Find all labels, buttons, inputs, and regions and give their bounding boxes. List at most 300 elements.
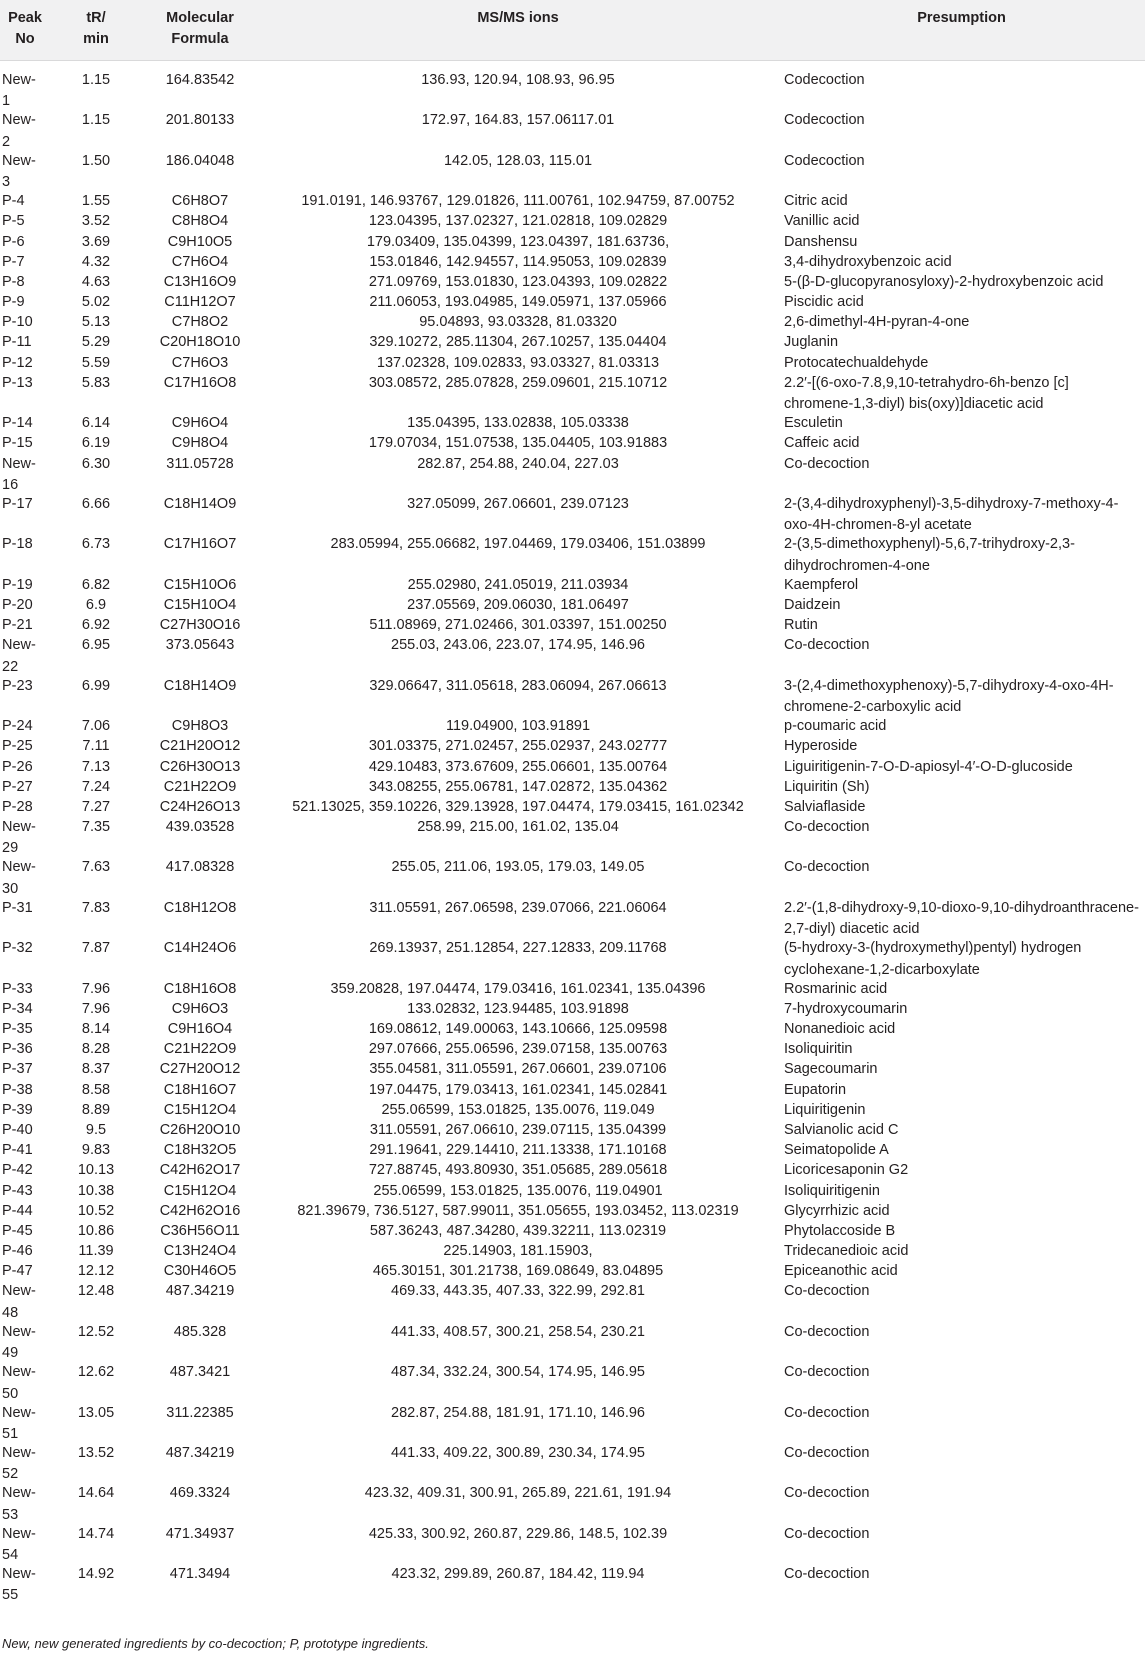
presumption-cell: Co-decoction (784, 1566, 870, 1583)
ms-ions-cell: 153.01846, 142.94557, 114.95053, 109.02839 (369, 253, 667, 270)
retention-time-cell: 12.52 (77, 1323, 115, 1340)
presumption-cell: Esculetin (784, 415, 843, 432)
molecular-formula-cell: C21H20O12 (159, 738, 241, 755)
table-row (0, 292, 1145, 312)
ms-ions-cell: 255.06599, 153.01825, 135.0076, 119.04901 (373, 1182, 663, 1199)
retention-time-cell: 6.92 (81, 617, 111, 634)
molecular-formula-cell: C11H12O7 (164, 294, 236, 311)
molecular-formula-cell: C9H10O5 (167, 233, 233, 250)
table-row (0, 211, 1145, 231)
table-row (0, 252, 1145, 272)
ms-ions-cell: 327.05099, 267.06601, 239.07123 (407, 496, 629, 513)
ms-ions-cell: 179.07034, 151.07538, 135.04405, 103.91883 (368, 435, 668, 452)
presumption-cell: Nonanedioic acid (784, 1021, 896, 1038)
retention-time-cell: 14.74 (77, 1525, 115, 1542)
ms-ions-cell: 197.04475, 179.03413, 161.02341, 145.02841 (368, 1081, 668, 1098)
header-molecular-formula: Molecular Formula (166, 10, 234, 47)
table-row (0, 272, 1145, 292)
molecular-formula-cell: C15H10O4 (163, 596, 237, 613)
retention-time-cell: 10.38 (77, 1182, 115, 1199)
retention-time-cell: 6.66 (81, 496, 111, 513)
retention-time-cell: 4.63 (81, 273, 111, 290)
molecular-formula-cell: C18H12O8 (163, 899, 237, 916)
ms-ions-cell: 119.04900, 103.91891 (445, 718, 591, 735)
table-row (0, 413, 1145, 433)
table-row (0, 1100, 1145, 1120)
peak-no-cell: P-45 (2, 1222, 33, 1239)
ms-ions-cell: 511.08969, 271.02466, 301.03397, 151.00250 (369, 617, 667, 634)
ms-ions-cell: 255.03, 243.06, 223.07, 174.95, 146.96 (391, 637, 645, 654)
retention-time-cell: 8.89 (81, 1101, 111, 1118)
table-row (0, 797, 1145, 817)
table-row (0, 857, 1145, 897)
molecular-formula-cell: C27H20O12 (159, 1061, 241, 1078)
peak-no-cell: New-51 (2, 1404, 36, 1442)
retention-time-cell: 3.52 (81, 213, 111, 230)
peak-no-cell: P-4 (2, 193, 25, 210)
molecular-formula-cell: C26H30O13 (159, 758, 241, 775)
table-row (0, 635, 1145, 675)
presumption-cell: Rosmarinic acid (784, 980, 888, 997)
presumption-cell: Daidzein (784, 596, 841, 613)
ms-ions-cell: 297.07666, 255.06596, 239.07158, 135.00763 (368, 1041, 668, 1058)
peak-no-cell: P-20 (2, 596, 33, 613)
table-row (0, 494, 1145, 534)
peak-no-cell: P-24 (2, 718, 33, 735)
molecular-formula-cell: C15H12O4 (163, 1101, 237, 1118)
molecular-formula-cell: 186.04048 (165, 152, 235, 169)
molecular-formula-cell: C18H16O7 (163, 1081, 237, 1098)
table-row (0, 373, 1145, 413)
presumption-cell: Co-decoction (784, 1485, 870, 1502)
table-row (0, 1362, 1145, 1402)
header-peak-no: Peak No (8, 10, 42, 47)
table-row (0, 1322, 1145, 1362)
molecular-formula-cell: C21H22O9 (163, 1041, 237, 1058)
ms-ions-cell: 301.03375, 271.02457, 255.02937, 243.02777 (368, 738, 668, 755)
presumption-cell: 7-hydroxycoumarin (784, 1000, 908, 1017)
ms-ions-cell: 271.09769, 153.01830, 123.04393, 109.02822 (368, 273, 668, 290)
molecular-formula-cell: C17H16O8 (163, 374, 237, 391)
molecular-formula-cell: C13H16O9 (163, 273, 237, 290)
presumption-cell: (5-hydroxy-3-(hydroxymethyl)pentyl) hydrogen cyclohexane-1,2-dicarboxylate (784, 940, 1082, 978)
presumption-cell: p-coumaric acid (784, 718, 887, 735)
header-tr-min: tR/ min (83, 10, 109, 47)
presumption-cell: Co-decoction (784, 1364, 870, 1381)
peak-no-cell: P-37 (2, 1061, 33, 1078)
table-row (0, 1281, 1145, 1321)
table-row (0, 353, 1145, 373)
presumption-cell: Salviaflaside (784, 798, 866, 815)
ms-ions-cell: 133.02832, 123.94485, 103.91898 (407, 1000, 629, 1017)
molecular-formula-cell: 485.328 (173, 1323, 227, 1340)
molecular-formula-cell: C9H6O4 (171, 415, 229, 432)
table-row (0, 757, 1145, 777)
presumption-cell: Isoliquiritin (784, 1041, 853, 1058)
table-row (0, 1524, 1145, 1564)
presumption-cell: Protocatechualdehyde (784, 354, 929, 371)
peak-no-cell: New-50 (2, 1364, 36, 1402)
peak-no-cell: P-19 (2, 576, 33, 593)
molecular-formula-cell: C18H14O9 (163, 677, 237, 694)
molecular-formula-cell: C26H20O10 (159, 1121, 241, 1138)
retention-time-cell: 9.5 (85, 1121, 107, 1138)
ms-ions-cell: 269.13937, 251.12854, 227.12833, 209.11768 (369, 940, 667, 957)
peak-no-cell: New-48 (2, 1283, 36, 1321)
ms-ions-cell: 225.14903, 181.15903, (443, 1243, 593, 1260)
molecular-formula-cell: C7H8O2 (171, 314, 229, 331)
molecular-formula-cell: C42H62O16 (159, 1202, 241, 1219)
molecular-formula-cell: 487.3421 (169, 1364, 231, 1381)
ms-ions-cell: 142.05, 128.03, 115.01 (443, 152, 593, 169)
peak-no-cell: New-16 (2, 455, 36, 493)
presumption-cell: 2.2′-(1,8-dihydroxy-9,10-dioxo-9,10-dihydroanthracene-2,7-diyl) diacetic acid (784, 899, 1139, 938)
retention-time-cell: 6.9 (85, 596, 107, 613)
ms-ions-cell: 587.36243, 487.34280, 439.32211, 113.02319 (369, 1222, 667, 1239)
peak-no-cell: P-38 (2, 1081, 33, 1098)
molecular-formula-cell: C20H18O10 (159, 334, 241, 351)
peak-no-cell: P-21 (2, 617, 33, 634)
ms-ions-cell: 441.33, 408.57, 300.21, 258.54, 230.21 (391, 1323, 645, 1340)
retention-time-cell: 10.13 (77, 1162, 115, 1179)
molecular-formula-cell: C9H16O4 (167, 1021, 233, 1038)
peak-no-cell: P-7 (2, 253, 25, 270)
table-row (0, 433, 1145, 453)
retention-time-cell: 6.19 (81, 435, 111, 452)
ms-ions-cell: 255.02980, 241.05019, 211.03934 (407, 576, 629, 593)
presumption-cell: 3,4-dihydroxybenzoic acid (784, 253, 952, 270)
presumption-cell: Eupatorin (784, 1081, 847, 1098)
table-row (0, 999, 1145, 1019)
ms-ions-cell: 343.08255, 255.06781, 147.02872, 135.04362 (368, 778, 668, 795)
table-row (0, 716, 1145, 736)
presumption-cell: Hyperoside (784, 738, 858, 755)
ms-ions-cell: 329.10272, 285.11304, 267.10257, 135.04404 (369, 334, 667, 351)
ms-ions-cell: 355.04581, 311.05591, 267.06601, 239.07106 (369, 1061, 667, 1078)
peak-no-cell: P-25 (2, 738, 33, 755)
table-row (0, 1261, 1145, 1281)
retention-time-cell: 12.62 (77, 1364, 115, 1381)
retention-time-cell: 7.13 (81, 758, 111, 775)
table-header (0, 0, 1145, 61)
molecular-formula-cell: C18H16O8 (163, 980, 237, 997)
peak-no-cell: P-41 (2, 1142, 33, 1159)
peak-no-cell: P-5 (2, 213, 25, 230)
table-row (0, 151, 1145, 191)
table-footnote: New, new generated ingredients by co-decoction; P, prototype ingredients. (2, 1636, 429, 1651)
table-row (0, 191, 1145, 211)
presumption-cell: Co-decoction (784, 1404, 870, 1421)
peak-no-cell: P-31 (2, 899, 33, 916)
molecular-formula-cell: C30H46O5 (163, 1263, 237, 1280)
peak-no-cell: P-23 (2, 677, 33, 694)
retention-time-cell: 6.95 (81, 637, 111, 654)
presumption-cell: Co-decoction (784, 1283, 870, 1300)
retention-time-cell: 1.15 (81, 112, 111, 129)
molecular-formula-cell: C36H56O11 (160, 1222, 240, 1239)
table-row (0, 1483, 1145, 1523)
presumption-cell: Co-decoction (784, 1525, 870, 1542)
table-row (0, 232, 1145, 252)
presumption-cell: Phytolaccoside B (784, 1222, 896, 1239)
peak-no-cell: P-17 (2, 496, 33, 513)
peak-no-cell: New-22 (2, 637, 36, 675)
table-row (0, 1443, 1145, 1483)
molecular-formula-cell: 439.03528 (165, 819, 235, 836)
ms-ions-cell: 465.30151, 301.21738, 169.08649, 83.04895 (372, 1263, 664, 1280)
presumption-cell: Juglanin (784, 334, 839, 351)
table-row (0, 1403, 1145, 1443)
table-row (0, 1181, 1145, 1201)
retention-time-cell: 6.14 (81, 415, 111, 432)
table-row (0, 1120, 1145, 1140)
header-presumption: Presumption (917, 10, 1006, 26)
ms-ions-cell: 282.87, 254.88, 240.04, 227.03 (417, 455, 619, 472)
peak-no-cell: P-32 (2, 940, 33, 957)
molecular-formula-cell: C18H32O5 (163, 1142, 237, 1159)
molecular-formula-cell: C27H30O16 (159, 617, 241, 634)
retention-time-cell: 12.48 (77, 1283, 115, 1300)
retention-time-cell: 5.29 (81, 334, 111, 351)
table-row (0, 777, 1145, 797)
table-row (0, 312, 1145, 332)
presumption-cell: Danshensu (784, 233, 858, 250)
retention-time-cell: 8.37 (81, 1061, 111, 1078)
table-row (0, 575, 1145, 595)
peak-no-cell: P-43 (2, 1182, 33, 1199)
ms-ions-cell: 303.08572, 285.07828, 259.09601, 215.10712 (368, 374, 668, 391)
peak-no-cell: New-55 (2, 1566, 36, 1604)
peak-no-cell: New-49 (2, 1323, 36, 1362)
table-row (0, 1059, 1145, 1079)
molecular-formula-cell: C13H24O4 (163, 1243, 237, 1260)
peak-no-cell: New-53 (2, 1485, 36, 1523)
ms-ions-cell: 429.10483, 373.67609, 255.06601, 135.00764 (368, 758, 668, 775)
retention-time-cell: 1.55 (81, 193, 111, 210)
molecular-formula-cell: C7H6O4 (171, 253, 229, 270)
peak-no-cell: New-54 (2, 1525, 36, 1564)
molecular-formula-cell: C7H6O3 (171, 354, 229, 371)
table-row (0, 110, 1145, 150)
presumption-cell: 2,6-dimethyl-4H-pyran-4-one (784, 314, 970, 331)
ms-ions-cell: 487.34, 332.24, 300.54, 174.95, 146.95 (391, 1364, 645, 1381)
presumption-cell: Liquiritin (Sh) (784, 778, 870, 795)
table-row (0, 736, 1145, 756)
table-row (0, 534, 1145, 574)
retention-time-cell: 5.59 (81, 354, 111, 371)
presumption-cell: Kaempferol (784, 576, 859, 593)
retention-time-cell: 12.12 (77, 1263, 115, 1280)
ms-ions-cell: 123.04395, 137.02327, 121.02818, 109.02829 (368, 213, 668, 230)
peak-no-cell: New-1 (2, 72, 36, 110)
table-row (0, 1241, 1145, 1261)
ms-ions-cell: 727.88745, 493.80930, 351.05685, 289.05618 (368, 1162, 668, 1179)
presumption-cell: Seimatopolide A (784, 1142, 889, 1159)
peak-no-cell: P-47 (2, 1263, 33, 1280)
molecular-formula-cell: C42H62O17 (159, 1162, 241, 1179)
header-ms-ions: MS/MS ions (477, 10, 559, 26)
ms-ions-cell: 521.13025, 359.10226, 329.13928, 197.04474, 179.03415, 161.02342 (292, 798, 744, 815)
ms-ions-cell: 423.32, 409.31, 300.91, 265.89, 221.61, 191.94 (364, 1485, 672, 1502)
ms-ions-cell: 136.93, 120.94, 108.93, 96.95 (421, 72, 615, 88)
retention-time-cell: 7.24 (81, 778, 111, 795)
molecular-formula-cell: 373.05643 (165, 637, 235, 654)
table-row (0, 817, 1145, 857)
ms-ions-cell: 441.33, 409.22, 300.89, 230.34, 174.95 (391, 1445, 645, 1462)
peak-no-cell: P-12 (2, 354, 33, 371)
ms-ions-cell: 329.06647, 311.05618, 283.06094, 267.06613 (369, 677, 667, 694)
peak-no-cell: P-13 (2, 374, 33, 391)
molecular-formula-cell: 311.22385 (166, 1404, 234, 1421)
ms-ions-cell: 135.04395, 133.02838, 105.03338 (407, 415, 629, 432)
presumption-cell: Tridecanedioic acid (784, 1243, 909, 1260)
retention-time-cell: 8.28 (81, 1041, 111, 1058)
ms-ions-cell: 211.06053, 193.04985, 149.05971, 137.05966 (369, 294, 667, 311)
ms-ions-cell: 191.0191, 146.93767, 129.01826, 111.00761, 102.94759, 87.00752 (301, 193, 735, 210)
table-row (0, 595, 1145, 615)
retention-time-cell: 8.58 (81, 1081, 111, 1098)
presumption-cell: Codecoction (784, 72, 865, 88)
table-row (0, 1221, 1145, 1241)
molecular-formula-cell: C17H16O7 (163, 536, 237, 553)
table-row (0, 1201, 1145, 1221)
retention-time-cell: 10.86 (77, 1222, 115, 1239)
presumption-cell: Isoliquiritigenin (784, 1182, 880, 1199)
molecular-formula-cell: 487.34219 (165, 1283, 235, 1300)
retention-time-cell: 7.83 (81, 899, 111, 916)
retention-time-cell: 14.64 (77, 1485, 115, 1502)
retention-time-cell: 14.92 (77, 1566, 115, 1583)
table-row (0, 454, 1145, 494)
retention-time-cell: 7.06 (81, 718, 111, 735)
presumption-cell: Caffeic acid (784, 435, 860, 452)
molecular-formula-cell: 164.83542 (165, 72, 235, 88)
table-row (0, 1140, 1145, 1160)
retention-time-cell: 10.52 (77, 1202, 115, 1219)
presumption-cell: 2-(3,5-dimethoxyphenyl)-5,6,7-trihydroxy-2,3-dihydrochromen-4-one (784, 536, 1075, 574)
peak-no-cell: P-35 (2, 1021, 33, 1038)
table-row (0, 1160, 1145, 1180)
table-row (0, 676, 1145, 716)
retention-time-cell: 13.52 (77, 1445, 115, 1462)
retention-time-cell: 7.96 (81, 980, 111, 997)
peak-no-cell: P-34 (2, 1000, 33, 1017)
ms-ions-cell: 255.05, 211.06, 193.05, 179.03, 149.05 (391, 859, 645, 876)
presumption-cell: 5-(β-D-glucopyranosyloxy)-2-hydroxybenzoic acid (784, 273, 1104, 290)
retention-time-cell: 5.83 (81, 374, 111, 391)
peak-no-cell: New-30 (2, 859, 36, 897)
molecular-formula-cell: 487.34219 (165, 1445, 235, 1462)
peak-no-cell: P-36 (2, 1041, 33, 1058)
presumption-cell: Glycyrrhizic acid (784, 1202, 890, 1219)
molecular-formula-cell: C15H10O6 (163, 576, 237, 593)
ms-ions-cell: 821.39679, 736.5127, 587.99011, 351.05655, 193.03452, 113.02319 (297, 1202, 739, 1219)
presumption-cell: Sagecoumarin (784, 1061, 878, 1078)
presumption-cell: Codecoction (784, 112, 865, 129)
peak-no-cell: P-27 (2, 778, 33, 795)
ms-ions-cell: 237.05569, 209.06030, 181.06497 (407, 596, 629, 613)
retention-time-cell: 13.05 (77, 1404, 115, 1421)
ms-ions-cell: 423.32, 299.89, 260.87, 184.42, 119.94 (391, 1566, 645, 1583)
table-row (0, 615, 1145, 635)
molecular-formula-cell: 471.3494 (169, 1566, 231, 1583)
ms-ions-cell: 291.19641, 229.14410, 211.13338, 171.10168 (369, 1142, 667, 1159)
presumption-cell: Vanillic acid (784, 213, 860, 230)
molecular-formula-cell: C8H8O4 (171, 213, 229, 230)
retention-time-cell: 6.73 (81, 536, 111, 553)
retention-time-cell: 7.87 (81, 940, 111, 957)
presumption-cell: Co-decoction (784, 859, 870, 876)
molecular-formula-cell: C14H24O6 (163, 940, 237, 957)
peak-no-cell: P-8 (2, 273, 25, 290)
peak-no-cell: New-29 (2, 819, 36, 857)
table-body (0, 70, 1145, 1605)
retention-time-cell: 9.83 (81, 1142, 111, 1159)
peak-no-cell: P-44 (2, 1202, 33, 1219)
ms-ions-cell: 255.06599, 153.01825, 135.0076, 119.049 (381, 1101, 655, 1118)
presumption-cell: Citric acid (784, 193, 848, 210)
presumption-cell: Piscidic acid (784, 294, 864, 311)
ms-ions-cell: 179.03409, 135.04399, 123.04397, 181.63736, (366, 233, 670, 250)
molecular-formula-cell: C18H14O9 (163, 496, 237, 513)
presumption-cell: Co-decoction (784, 1323, 870, 1340)
ms-ions-cell: 311.05591, 267.06610, 239.07115, 135.04399 (369, 1121, 667, 1138)
peak-no-cell: P-46 (2, 1243, 33, 1260)
retention-time-cell: 11.39 (78, 1243, 114, 1260)
retention-time-cell: 4.32 (81, 253, 111, 270)
molecular-formula-cell: C9H6O3 (171, 1000, 229, 1017)
ms-ions-cell: 169.08612, 149.00063, 143.10666, 125.09598 (368, 1021, 668, 1038)
retention-time-cell: 6.99 (81, 677, 111, 694)
presumption-cell: Salvianolic acid C (784, 1121, 899, 1138)
presumption-cell: Liguiritigenin-7-O-D-apiosyl-4′-O-D-glucoside (784, 758, 1073, 775)
presumption-cell: Epiceanothic acid (784, 1263, 898, 1280)
ms-ions-cell: 311.05591, 267.06598, 239.07066, 221.06064 (369, 899, 667, 916)
peak-no-cell: P-15 (2, 435, 33, 452)
retention-time-cell: 7.35 (81, 819, 111, 836)
ms-ions-cell: 95.04893, 93.03328, 81.03320 (419, 314, 617, 331)
molecular-formula-cell: 471.34937 (165, 1525, 235, 1542)
retention-time-cell: 1.15 (81, 72, 111, 88)
peak-no-cell: P-39 (2, 1101, 33, 1118)
peak-no-cell: P-42 (2, 1162, 33, 1179)
peak-no-cell: P-14 (2, 415, 33, 432)
retention-time-cell: 6.30 (81, 455, 111, 472)
table-row (0, 70, 1145, 110)
molecular-formula-cell: C21H22O9 (163, 778, 237, 795)
molecular-formula-cell: C9H8O3 (171, 718, 229, 735)
ms-ions-cell: 359.20828, 197.04474, 179.03416, 161.02341, 135.04396 (330, 980, 706, 997)
molecular-formula-cell: C6H8O7 (171, 193, 229, 210)
retention-time-cell: 6.82 (81, 576, 111, 593)
peak-no-cell: New-52 (2, 1445, 36, 1483)
peak-no-cell: New-2 (2, 112, 36, 150)
peak-no-cell: P-6 (2, 233, 25, 250)
peak-no-cell: P-40 (2, 1121, 33, 1138)
ms-ions-cell: 172.97, 164.83, 157.06117.01 (421, 112, 615, 129)
presumption-cell: Rutin (784, 617, 818, 634)
table-row (0, 1019, 1145, 1039)
molecular-formula-cell: 417.08328 (165, 859, 235, 876)
retention-time-cell: 3.69 (81, 233, 111, 250)
table-row (0, 898, 1145, 938)
ms-ions-cell: 283.05994, 255.06682, 197.04469, 179.03406, 151.03899 (330, 536, 706, 553)
ms-ions-cell: 258.99, 215.00, 161.02, 135.04 (417, 819, 619, 836)
peak-no-cell: P-33 (2, 980, 33, 997)
retention-time-cell: 8.14 (81, 1021, 111, 1038)
peak-no-cell: P-26 (2, 758, 33, 775)
presumption-cell: 2.2′-[(6-oxo-7.8,9,10-tetrahydro-6h-benzo [c] chromene-1,3-diyl) bis(oxy)]diacetic acid (784, 374, 1069, 413)
